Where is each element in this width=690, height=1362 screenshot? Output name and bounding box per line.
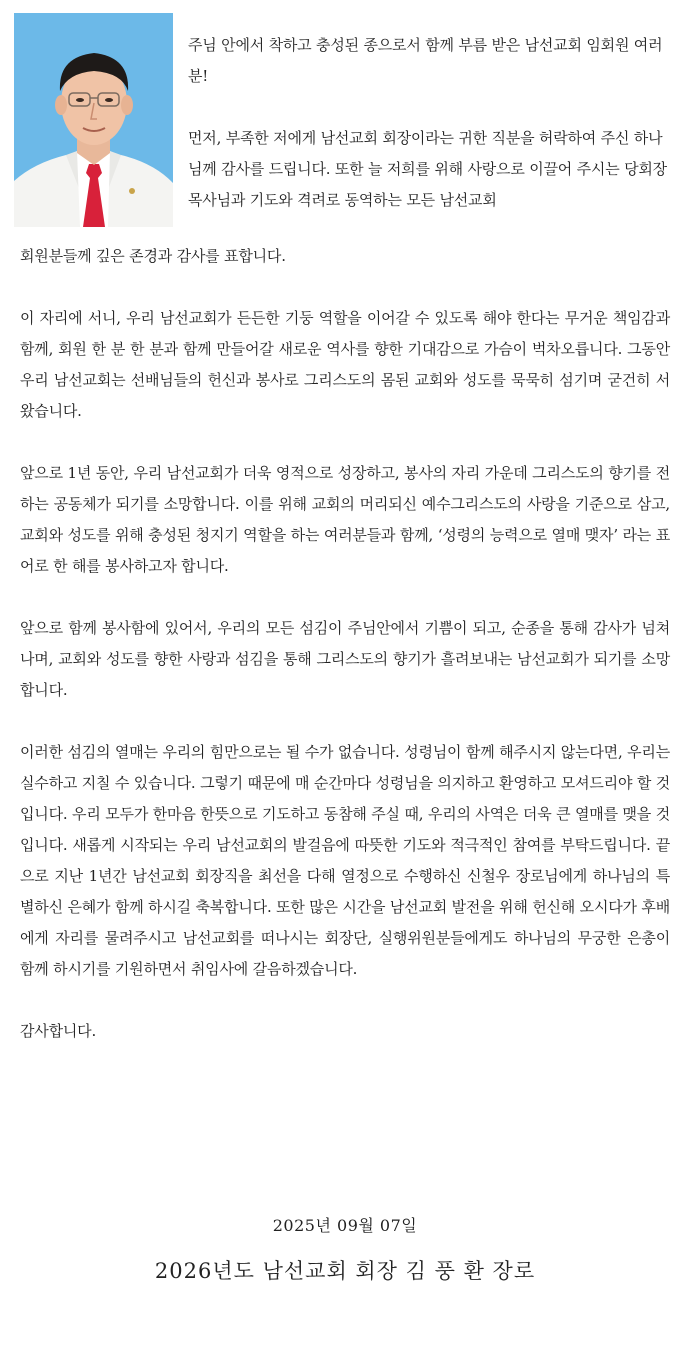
address-body [20, 241, 670, 1047]
body-paragraph: 이러한 섬김의 열매는 우리의 힘만으로는 될 수가 없습니다. 성령님이 함께 해주시지 않는다면, 우리는 실수하고 지칠 수 있습니다. 그렇기 때문에 매 순간마다 성령님을 의지하고 환영하고 모셔드리야 할 것입니다. 우리 모두가 한마음 한뜻으로 기도하고 동참해 주실 때, 우리의 사역은 더욱 큰 열매를 맺을 것입니다. 새롭게 시작되는 우리 남선교회의 발걸음에 따뜻한 기도와 적극적인 참여를 부탁드립니다. 끝으로 지난 1년간 남선교회 회장직을 최선을 다해 열정으로 수행하신 신철우 장로님에게 하나님의 특별하신 은혜가 함께 하시길 축복합니다. 또한 많은 시간을 남선교회 발전을 위해 헌신해 오시다가 후배에게 자리를 물려주시고 남선교회를 떠나시는 회장단, 실행위원분들에게도 하나님의 무궁한 은총이 함께 하시기를 기원하면서 취임사에 갈음하겠습니다. [20, 743, 670, 978]
closing-thanks: 감사합니다. [20, 1022, 97, 1040]
portrait-photo [14, 13, 173, 227]
address-date: 2025년 09월 07일 [272, 1216, 418, 1235]
body-paragraph: 앞으로 함께 봉사함에 있어서, 우리의 모든 섬김이 주님안에서 기쁨이 되고, 순종을 통해 감사가 넘쳐나며, 교회와 성도를 향한 사랑과 섬김을 통해 그리스도의 향기가 흘려보내는 남선교회가 되기를 소망합니다. [20, 619, 671, 699]
intro-text [188, 30, 672, 216]
body-paragraph: 앞으로 1년 동안, 우리 남선교회가 더욱 영적으로 성장하고, 봉사의 자리 가운데 그리스도의 향기를 전하는 공동체가 되기를 소망합니다. 이를 위해 교회의 머리되신 예수그리스도의 사랑을 기준으로 삼고, 교회와 성도를 위해 충성된 청지기 역할을 하는 여러분들과 함께, ‘성령의 능력으로 열매 맺자’ 라는 표어로 한 해를 봉사하고자 합니다. [20, 464, 670, 575]
portrait-image [14, 13, 173, 227]
thanks-paragraph: 먼저, 부족한 저에게 남선교회 회장이라는 귀한 직분을 허락하여 주신 하나님께 감사를 드립니다. 또한 늘 저희를 위해 사랑으로 이끌어 주시는 당회장 목사님과 기도와 격려로 동역하는 모든 남선교회 [188, 129, 667, 209]
thanks-paragraph-continued: 회원분들께 깊은 존경과 감사를 표합니다. [20, 247, 286, 265]
body-paragraph: 이 자리에 서니, 우리 남선교회가 든든한 기둥 역할을 이어갈 수 있도록 해야 한다는 무거운 책임감과 함께, 회원 한 분 한 분과 함께 만들어갈 새로운 역사를 향한 기대감으로 가슴이 벅차오릅니다. 그동안 우리 남선교회는 선배님들의 헌신과 봉사로 그리스도의 몸된 교회와 성도를 묵묵히 섬기며 굳건히 서 왔습니다. [20, 309, 671, 420]
greeting-paragraph: 주님 안에서 착하고 충성된 종으로서 함께 부름 받은 남선교회 임회원 여러분! [188, 36, 663, 85]
signature-line: 2026년도 남선교회 회장 김 풍 환 장로 [154, 1259, 536, 1283]
